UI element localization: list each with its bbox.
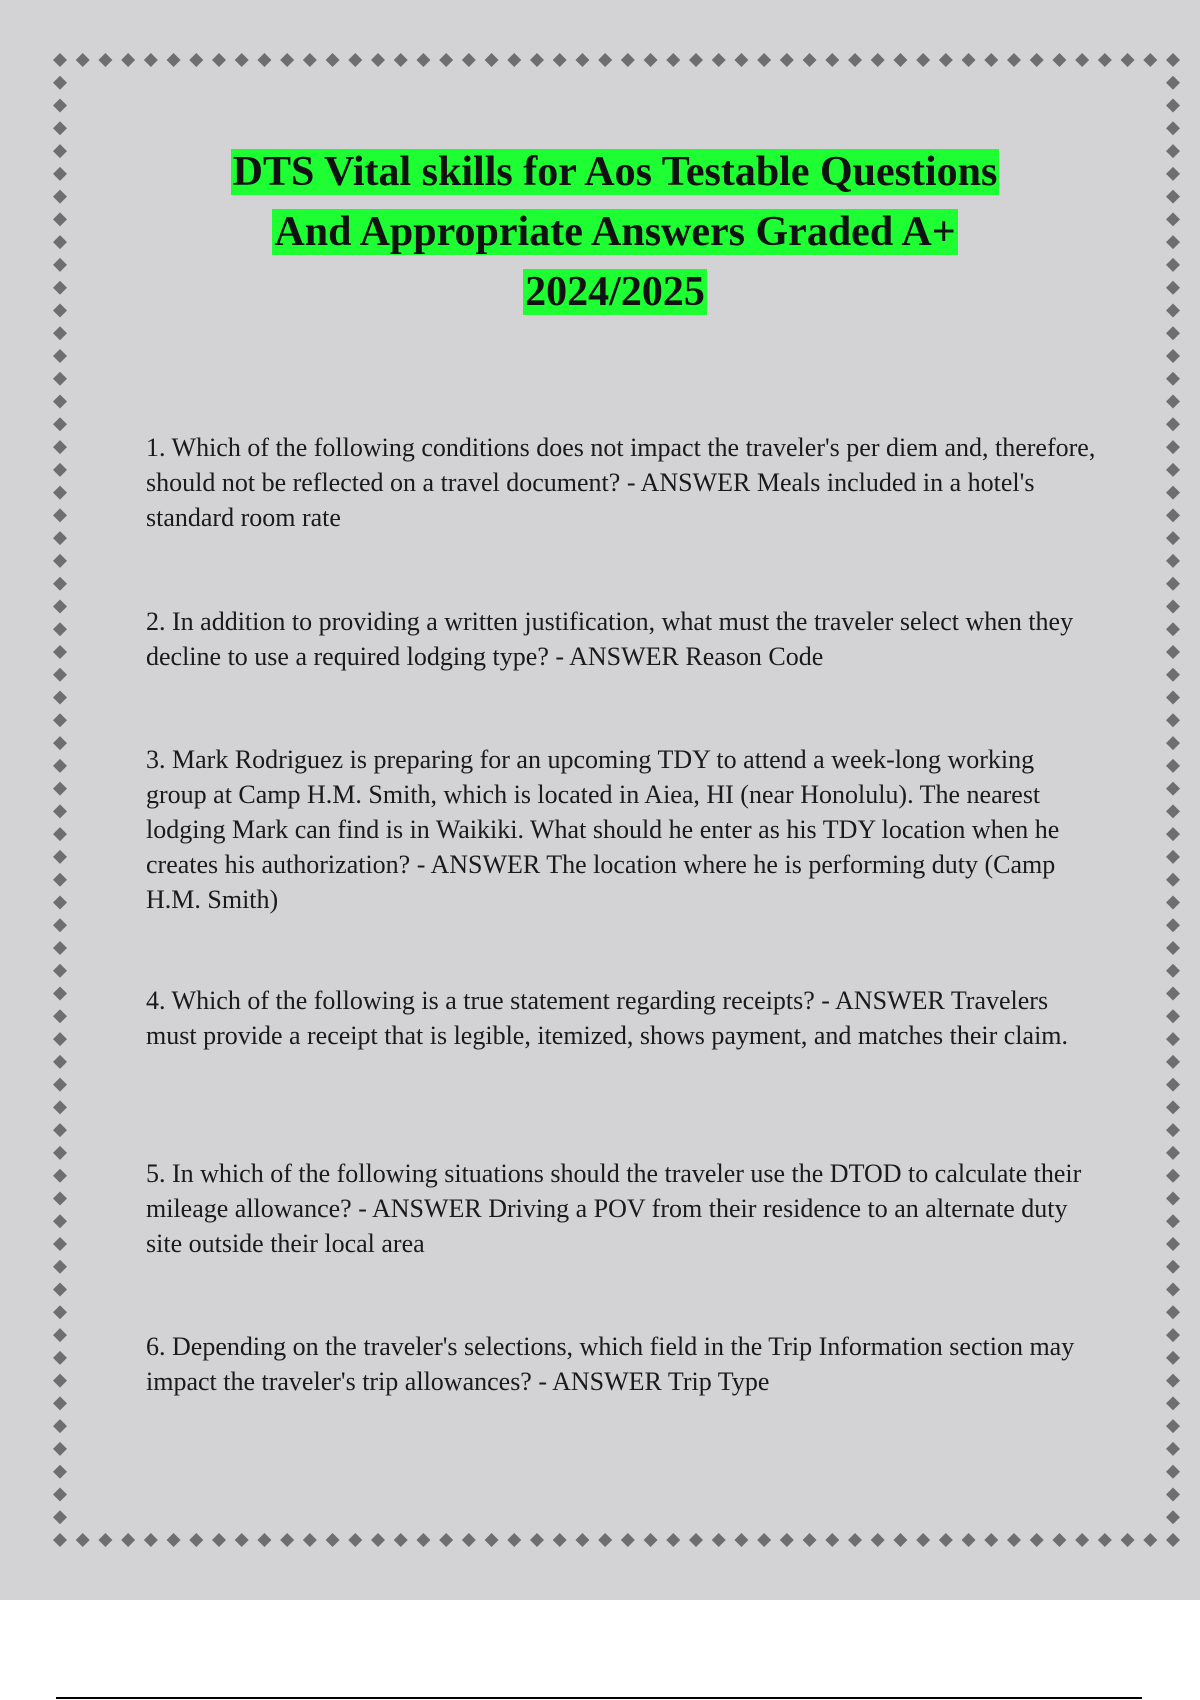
bottom-rule (56, 1697, 1142, 1699)
question-1: 1. Which of the following conditions does not impact the traveler's per diem and, therefore, should not be reflected on a travel document? - ANSWER Meals included in a hotel's standard room rate (146, 433, 1096, 532)
question-3: 3. Mark Rodriguez is preparing for an upcoming TDY to attend a week-long working group at Camp H.M. Smith, which is located in Aiea, HI (near Honolulu). The nearest lodging Mark can find is in Waikiki. What should he enter as his TDY location when he creates his authorization? - ANSWER The location where he is performing duty (Camp H.M. Smith) (146, 745, 1060, 914)
question-4: 4. Which of the following is a true statement regarding receipts? - ANSWER Travelers must provide a receipt that is legible, itemized, shows payment, and matches their claim. (146, 986, 1069, 1050)
title-line-3: 2024/2025 (525, 269, 705, 315)
question-5: 5. In which of the following situations should the traveler use the DTOD to calculate their mileage allowance? - ANSWER Driving a POV from their residence to an alternate duty site outside their local area (146, 1159, 1082, 1258)
document-title (120, 142, 1110, 322)
title-line-2: And Appropriate Answers Graded A+ (274, 209, 956, 255)
question-2: 2. In addition to providing a written justification, what must the traveler select when they decline to use a required lodging type? - ANSWER Reason Code (146, 607, 1074, 671)
question-6: 6. Depending on the traveler's selections, which field in the Trip Information section may impact the traveler's trip allowances? - ANSWER Trip Type (146, 1332, 1075, 1396)
title-line-1: DTS Vital skills for Aos Testable Questions (232, 149, 998, 195)
